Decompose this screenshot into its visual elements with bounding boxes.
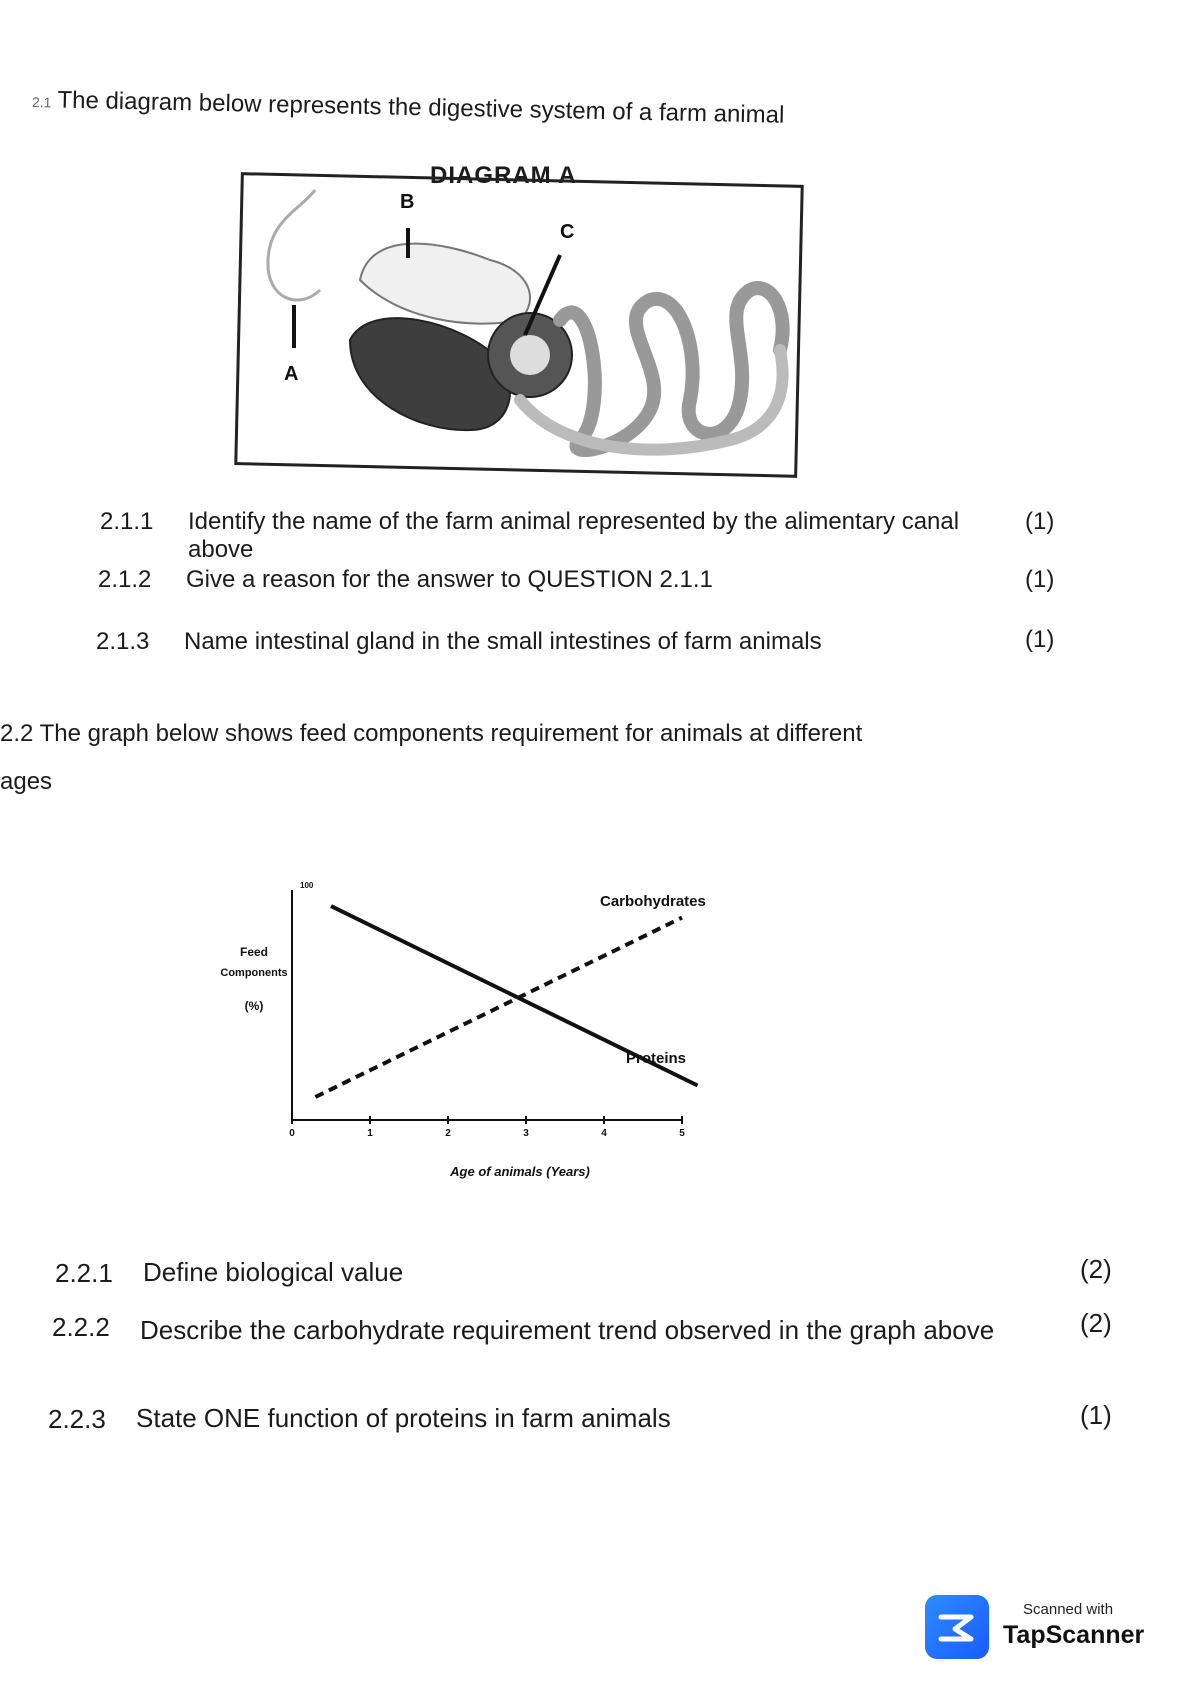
rumen-shape <box>360 244 530 324</box>
question-number: 2.2.1 <box>55 1258 113 1288</box>
section-2-2-intro-line2: ages <box>0 768 53 795</box>
scanned-with-text: Scanned with <box>1023 1601 1114 1618</box>
question-number: 2.2.2 <box>52 1312 110 1342</box>
diagram-title: DIAGRAM A <box>430 162 577 189</box>
feed-components-chart <box>200 870 760 1190</box>
label-b: B <box>400 191 415 213</box>
question-text: Identify the name of the farm animal represented by the alimentary canal above <box>188 508 960 563</box>
x-tick-label-0: 0 <box>289 1128 295 1139</box>
x-tick-label-3: 3 <box>523 1128 529 1139</box>
x-tick-label-4: 4 <box>601 1128 607 1139</box>
question-text: State ONE function of proteins in farm animals <box>136 1403 671 1433</box>
y-label-line1: Feed <box>239 945 269 959</box>
x-tick-label-5: 5 <box>679 1128 685 1139</box>
question-marks: (1) <box>1080 1400 1112 1430</box>
x-tick-label-1: 1 <box>367 1128 373 1139</box>
y-label-line3: (%) <box>244 999 264 1013</box>
question-marks: (1) <box>1025 508 1055 535</box>
diagram-a <box>230 150 810 480</box>
question-number: 2.1.2 <box>98 566 152 593</box>
oesophagus <box>268 190 320 300</box>
label-a: A <box>284 363 299 385</box>
tapscanner-logo-icon <box>925 1595 989 1659</box>
y-axis-labels <box>220 945 287 1013</box>
series-label-proteins: Proteins <box>626 1050 687 1067</box>
intestines <box>560 288 783 450</box>
question-marks: (1) <box>1025 566 1055 593</box>
section-2-1-intro <box>32 86 785 130</box>
section-2-2-intro-line1: 2.2 The graph below shows feed components requirement for animals at different <box>0 720 863 747</box>
question-number: 2.1.3 <box>96 628 150 655</box>
series-layer <box>315 906 697 1097</box>
question-text: Describe the carbohydrate requirement trend observed in the graph above <box>140 1315 995 1345</box>
digestive-system-drawing <box>230 150 810 480</box>
question-number: 2.2.3 <box>48 1404 106 1434</box>
question-marks: (2) <box>1080 1308 1112 1338</box>
x-axis-label: Age of animals (Years) <box>450 1164 590 1179</box>
question-text: Define biological value <box>143 1257 404 1287</box>
section-2-1-intro-text: The diagram below represents the digestive system of a farm animal <box>57 86 785 129</box>
series-label-carbohydrates: Carbohydrates <box>600 893 706 910</box>
y-label-line2: Components <box>220 967 288 979</box>
series-line-carbohydrates <box>315 918 682 1097</box>
question-number: 2.1.1 <box>100 508 154 535</box>
label-c: C <box>560 221 575 243</box>
section-2-1-number: 2.1 <box>31 94 52 111</box>
x-tick-label-2: 2 <box>445 1128 451 1139</box>
dark-organ <box>350 318 510 430</box>
scanner-watermark <box>925 1595 1145 1665</box>
question-text: Give a reason for the answer to QUESTION 2.1.1 <box>186 566 713 593</box>
question-marks: (1) <box>1025 626 1055 653</box>
y-tick-top: 100 <box>300 881 314 890</box>
app-name-text: TapScanner <box>1003 1621 1145 1649</box>
question-text: Name intestinal gland in the small intestines of farm animals <box>184 628 822 655</box>
question-marks: (2) <box>1080 1254 1112 1284</box>
